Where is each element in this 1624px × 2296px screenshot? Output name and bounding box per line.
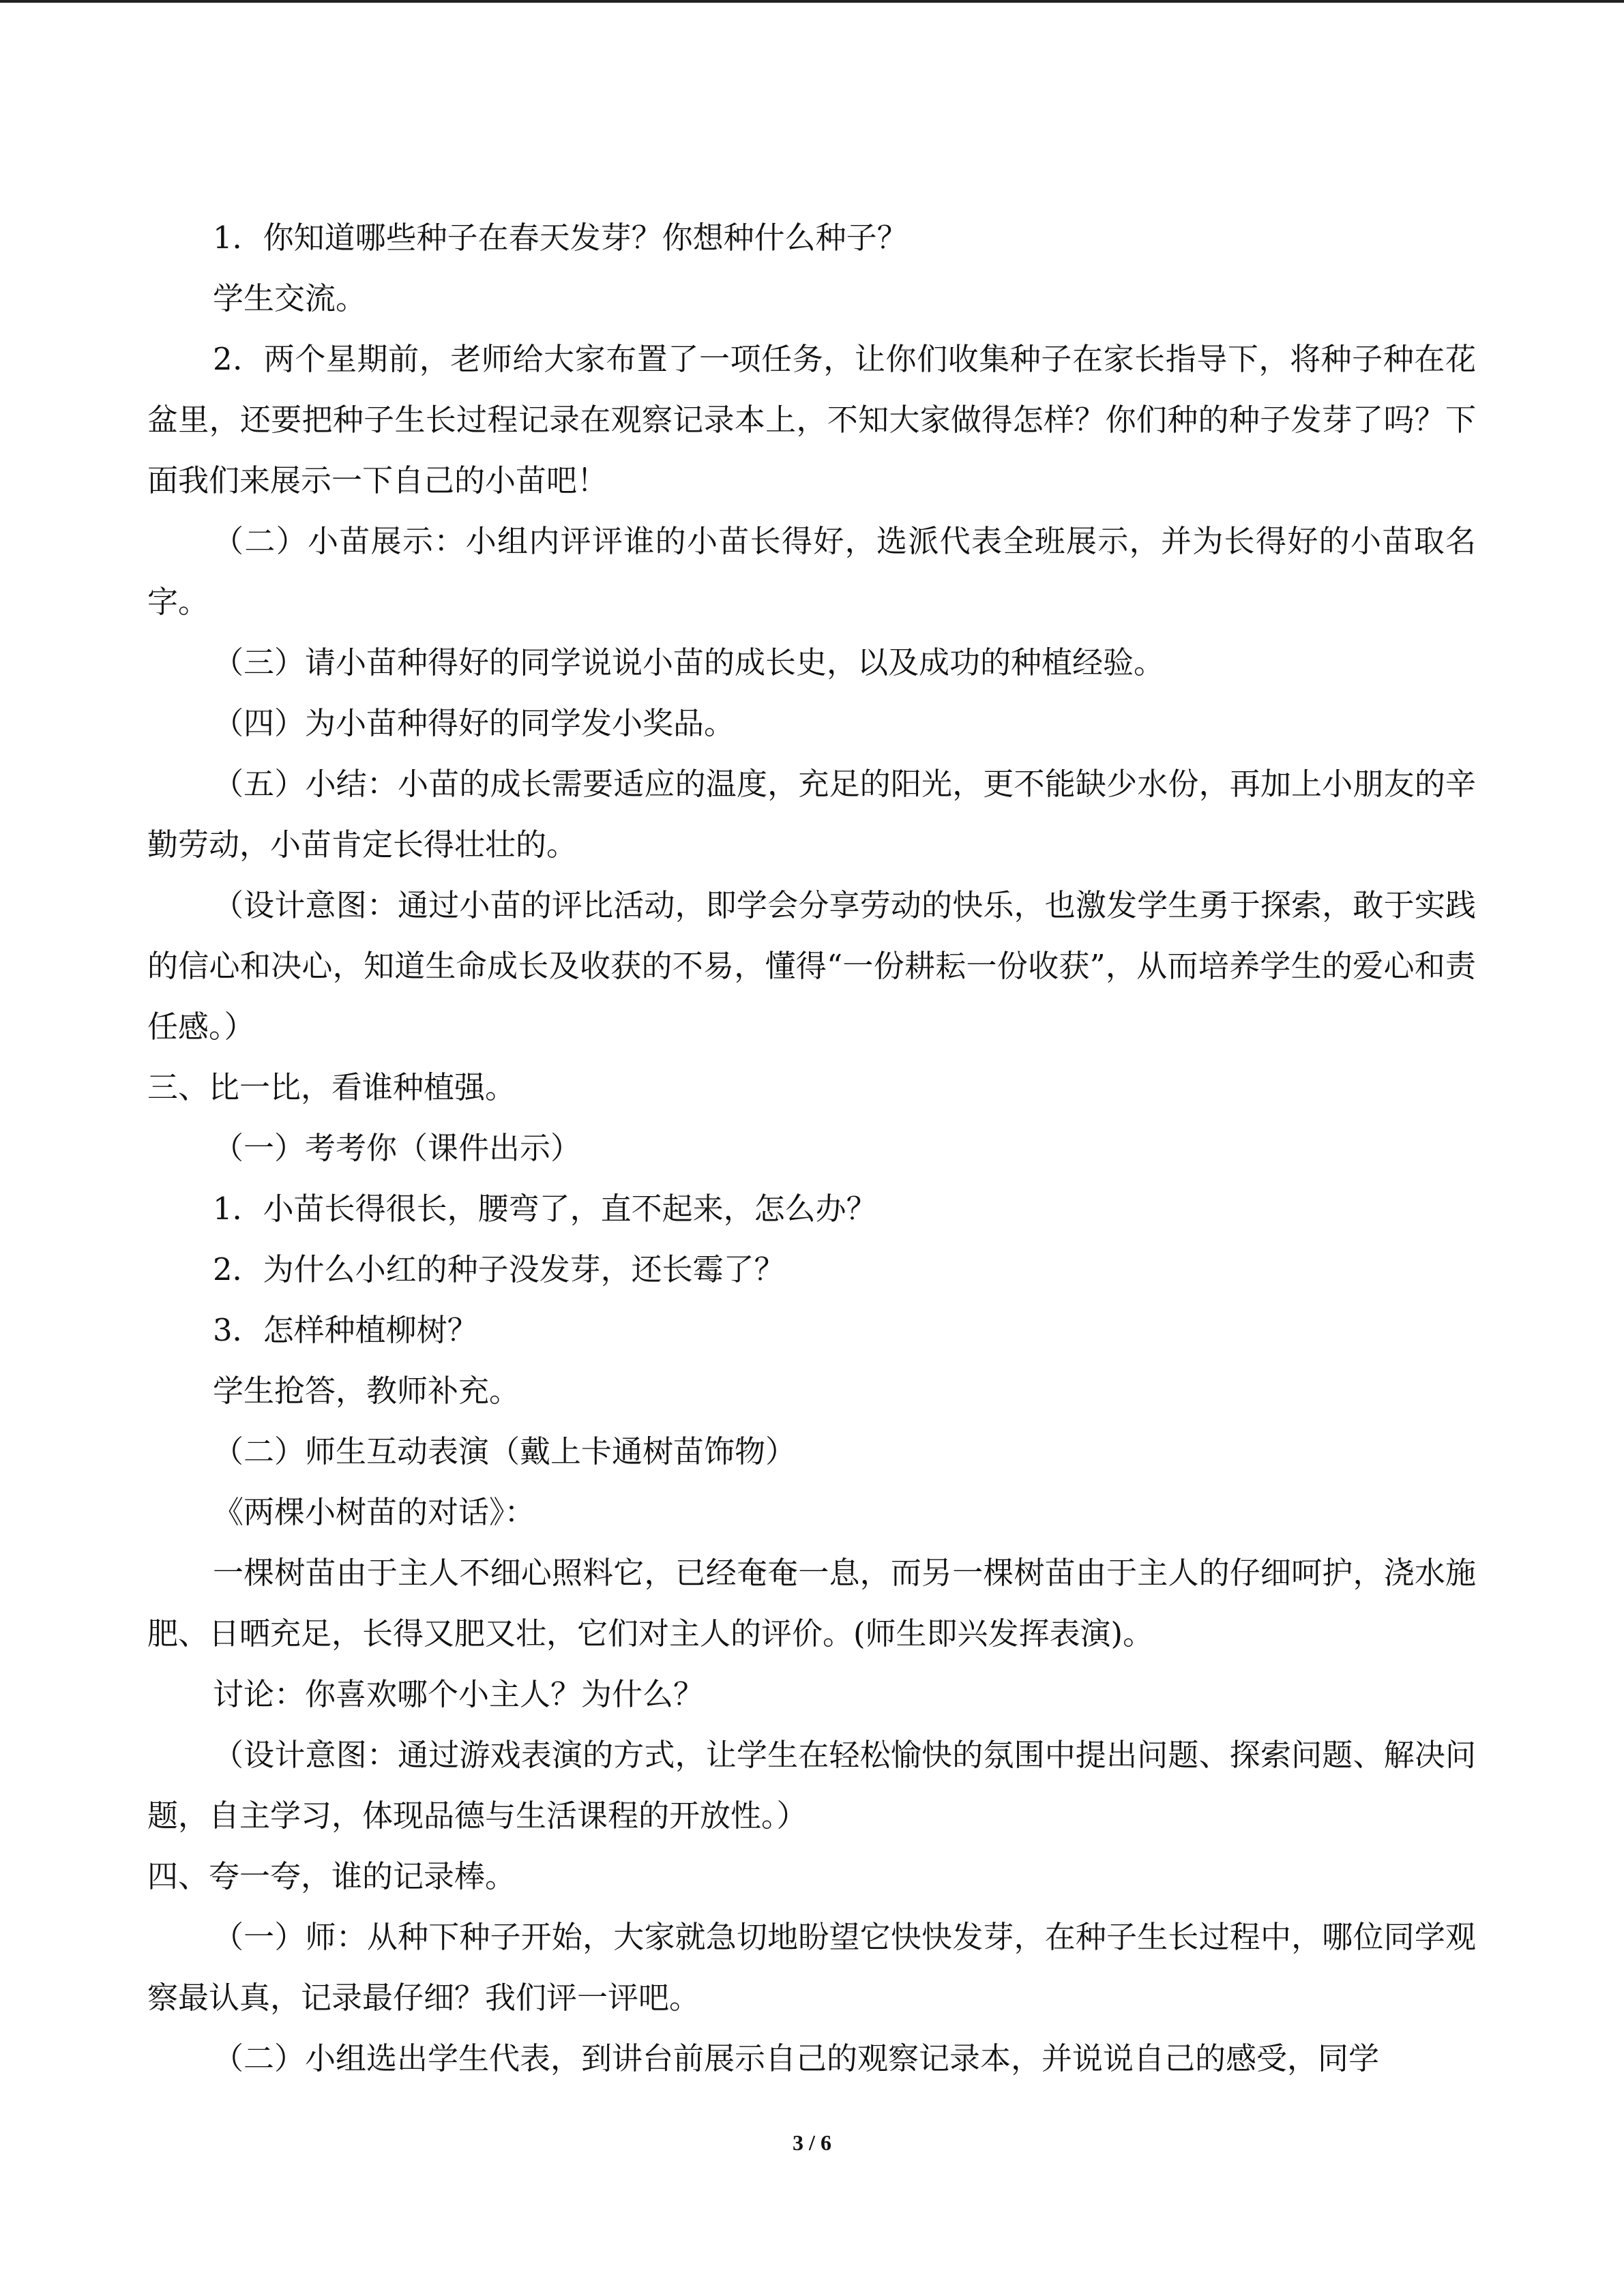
paragraph: 学生抢答，教师补充。 <box>213 1373 520 1409</box>
paragraph: 学生交流。 <box>213 280 367 316</box>
dialogue-title: 《两棵小树苗的对话》： <box>213 1494 535 1530</box>
subsection-heading: （一）考考你（课件出示） <box>213 1130 582 1166</box>
paragraph: （五）小结：小苗的成长需要适应的温度，充足的阳光，更不能缺少水份，再加上小朋友的辛勤劳动，小苗肯定长得壮壮的。 <box>147 766 1476 863</box>
subsection-heading: （二）师生互动表演（戴上卡通树苗饰物） <box>213 1433 797 1470</box>
paragraph: 讨论：你喜欢哪个小主人？为什么？ <box>213 1676 705 1712</box>
design-intent-note: （设计意图：通过小苗的评比活动，即学会分享劳动的快乐，也激发学生勇于探索，敢于实践的信心和决心，知道生命成长及收获的不易，懂得“一份耕耘一份收获”，从而培养学生的爱心和责任感。） <box>147 887 1476 1045</box>
paragraph: （二）小苗展示：小组内评评谁的小苗长得好，选派代表全班展示，并为长得好的小苗取名字。 <box>147 523 1476 620</box>
paragraph: （二）小组选出学生代表，到讲台前展示自己的观察记录本，并说说自己的感受，同学 <box>213 2040 1380 2076</box>
paragraph: 一棵树苗由于主人不细心照料它，已经奄奄一息，而另一棵树苗由于主人的仔细呵护，浇水施肥、日晒充足，长得又肥又壮，它们对主人的评价。(师生即兴发挥表演)。 <box>147 1555 1476 1652</box>
document-body <box>147 207 1476 2089</box>
question-item: 3．怎样种植柳树？ <box>213 1312 478 1348</box>
paragraph: （三）请小苗种得好的同学说说小苗的成长史，以及成功的种植经验。 <box>213 644 1165 681</box>
page-top-border <box>0 0 1624 3</box>
section-heading: 四、夸一夸，谁的记录棒。 <box>147 1858 516 1894</box>
design-intent-note: （设计意图：通过游戏表演的方式，让学生在轻松愉快的氛围中提出问题、探索问题、解决问题，自主学习，体现品德与生活课程的开放性。） <box>147 1737 1476 1834</box>
paragraph: 2．两个星期前，老师给大家布置了一项任务，让你们收集种子在家长指导下，将种子种在花盆里，还要把种子生长过程记录在观察记录本上，不知大家做得怎样？你们种的种子发芽了吗？下面我们来展示一下自己的小苗吧！ <box>147 341 1476 498</box>
page-number: 3 / 6 <box>793 2130 831 2155</box>
question-item: 2．为什么小红的种子没发芽，还长霉了？ <box>213 1251 785 1287</box>
paragraph: （一）师：从种下种子开始，大家就急切地盼望它快快发芽，在种子生长过程中，哪位同学观察最认真，记录最仔细？我们评一评吧。 <box>147 1919 1476 2016</box>
paragraph: 1．你知道哪些种子在春天发芽？你想种什么种子？ <box>213 220 908 256</box>
paragraph: （四）为小苗种得好的同学发小奖品。 <box>213 705 735 741</box>
question-item: 1．小苗长得很长，腰弯了，直不起来，怎么办？ <box>213 1191 877 1227</box>
section-heading: 三、比一比，看谁种植强。 <box>147 1069 516 1105</box>
